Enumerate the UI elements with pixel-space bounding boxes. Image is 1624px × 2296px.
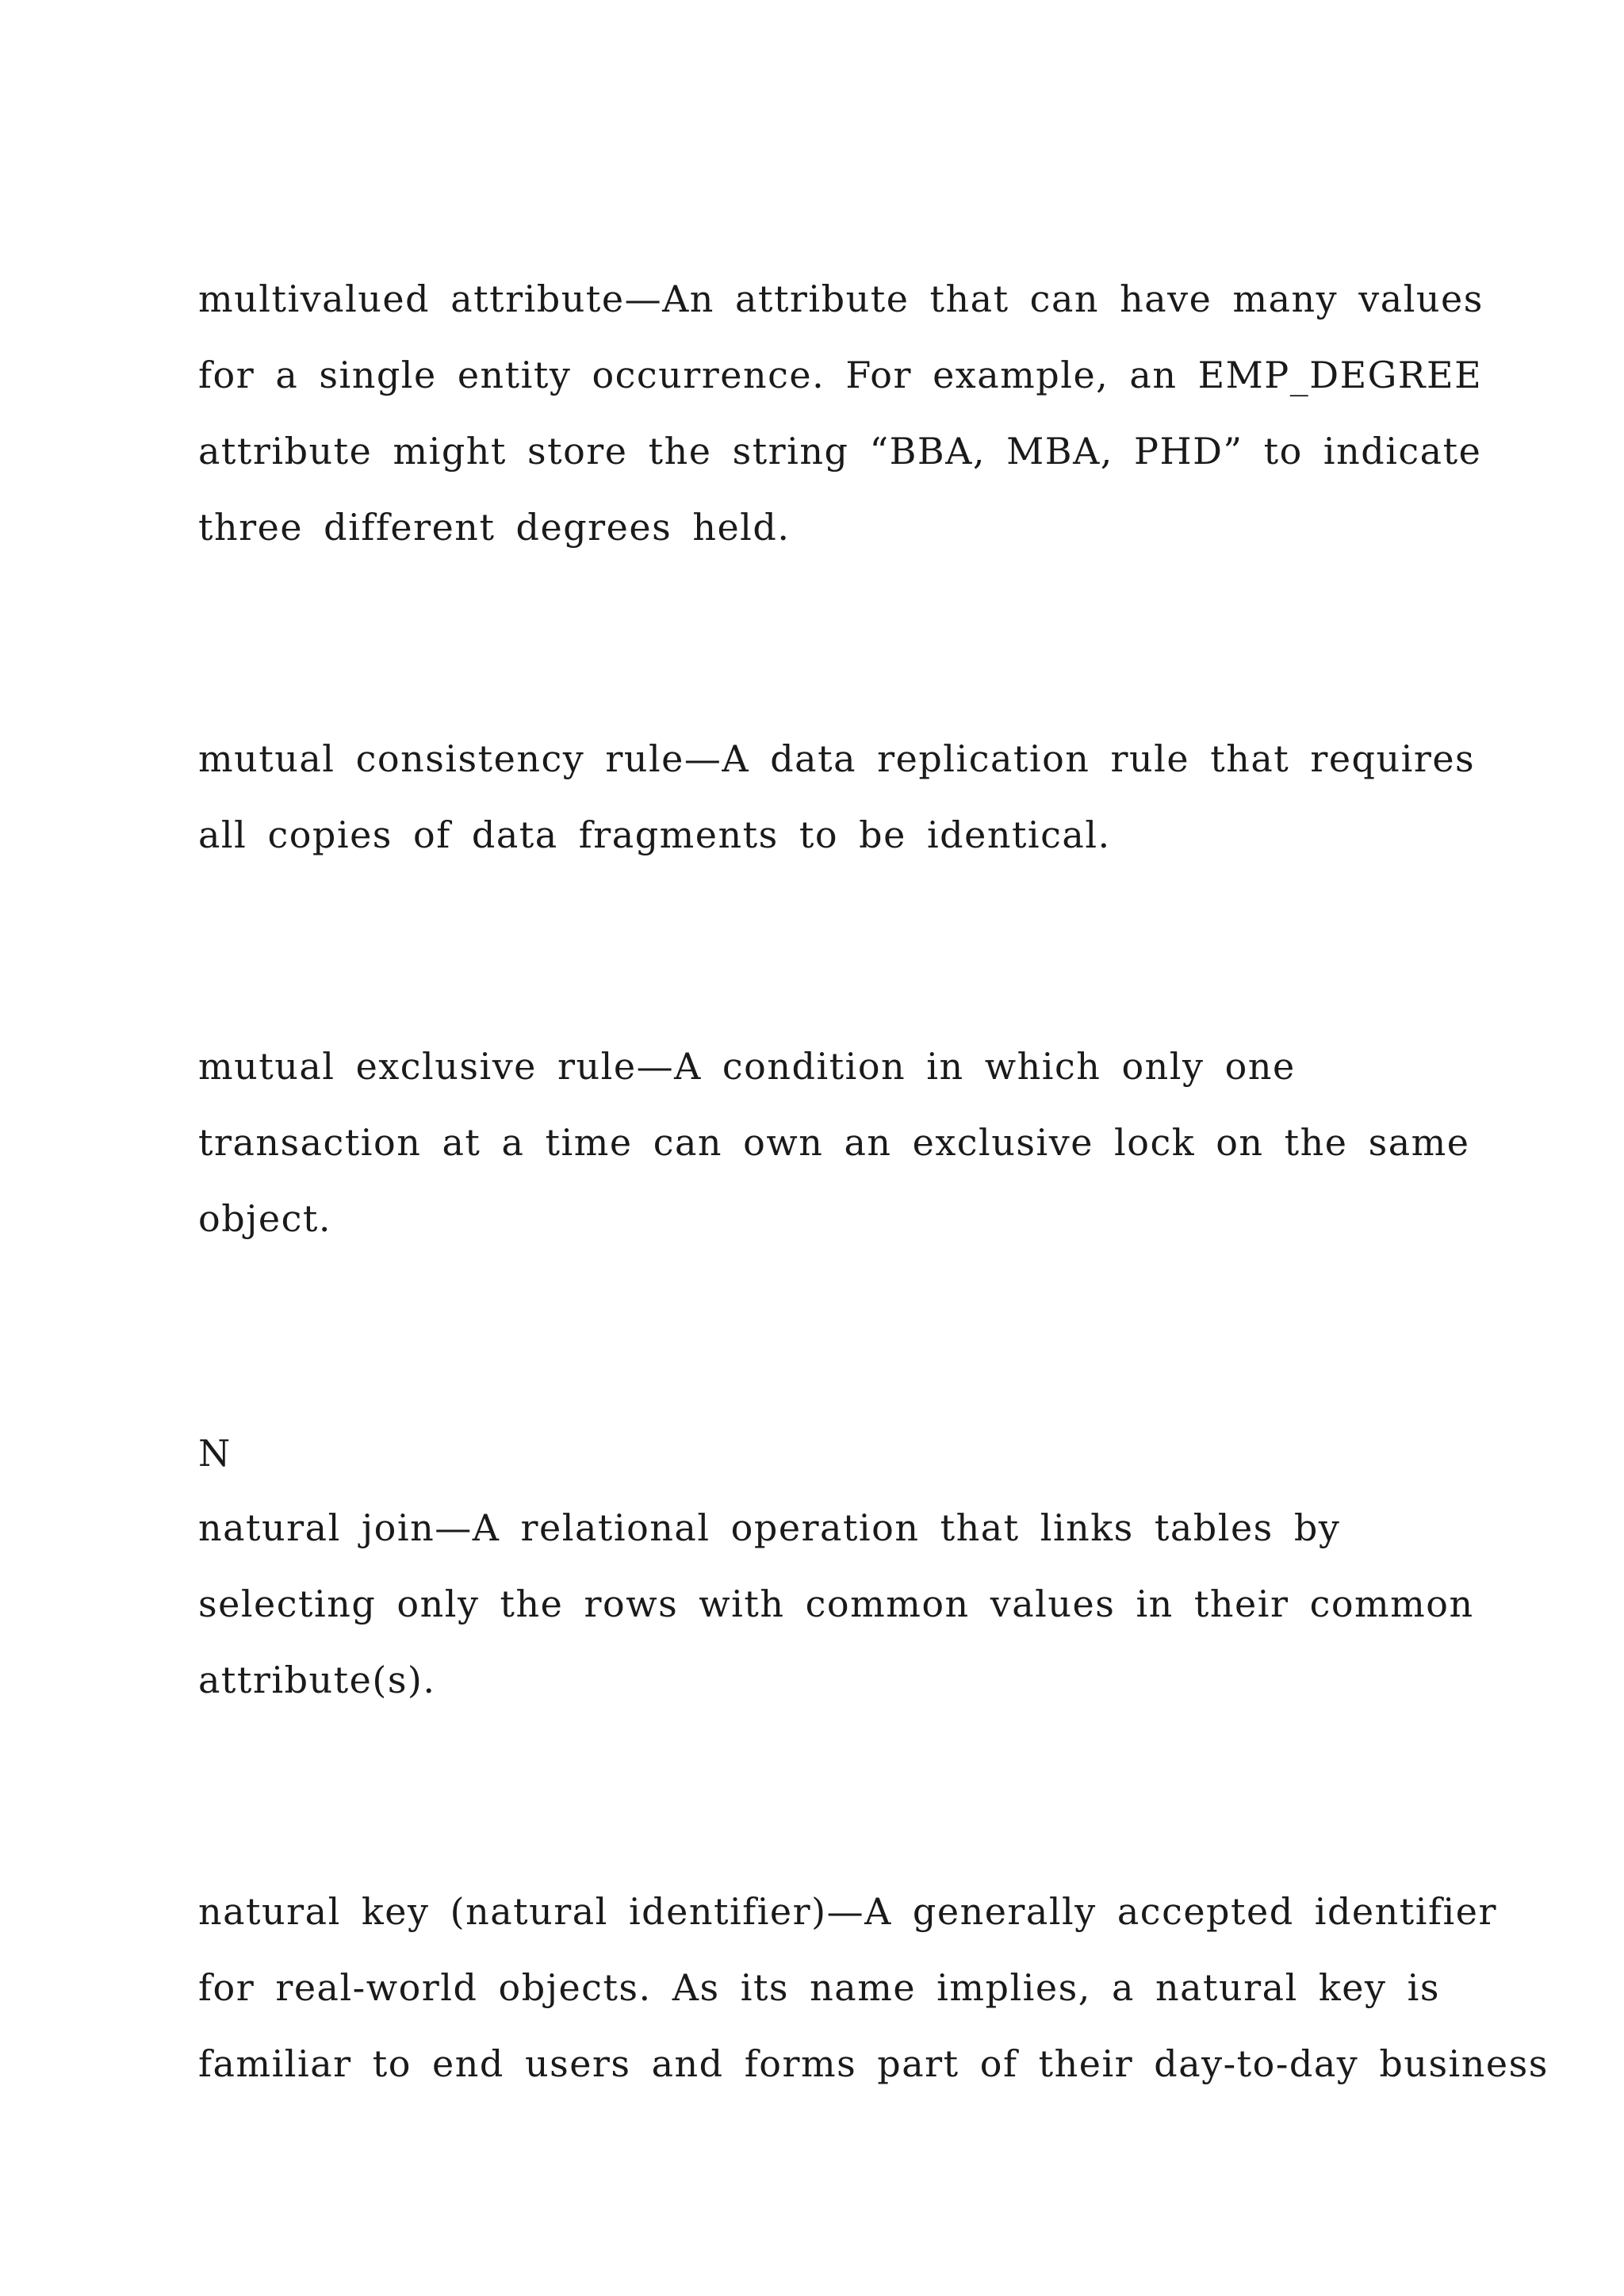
text-line: attribute might store the string “BBA, MBA, PHD” to indicate: [198, 430, 1482, 473]
text-line: multivalued attribute—An attribute that can have many values: [198, 277, 1484, 320]
text-line: all copies of data fragments to be identical.: [198, 813, 1111, 856]
section-letter-heading: N: [198, 1432, 232, 1475]
text-line: object.: [198, 1197, 331, 1240]
text-line: three different degrees held.: [198, 506, 791, 549]
text-line: selecting only the rows with common values in their common: [198, 1582, 1474, 1625]
text-line: natural join—A relational operation that links tables by: [198, 1506, 1341, 1549]
text-line: for real-world objects. As its name implies, a natural key is: [198, 1966, 1440, 2009]
text-line: natural key (natural identifier)—A generally accepted identifier: [198, 1890, 1497, 1933]
text-line: attribute(s).: [198, 1659, 436, 1701]
text-line: familiar to end users and forms part of their day-to-day business: [198, 2042, 1549, 2085]
text-line: mutual exclusive rule—A condition in which only one: [198, 1045, 1296, 1088]
text-line: transaction at a time can own an exclusive lock on the same: [198, 1121, 1470, 1164]
text-line: for a single entity occurrence. For example, an EMP_DEGREE: [198, 354, 1483, 396]
text-line: mutual consistency rule—A data replication rule that requires: [198, 737, 1476, 780]
